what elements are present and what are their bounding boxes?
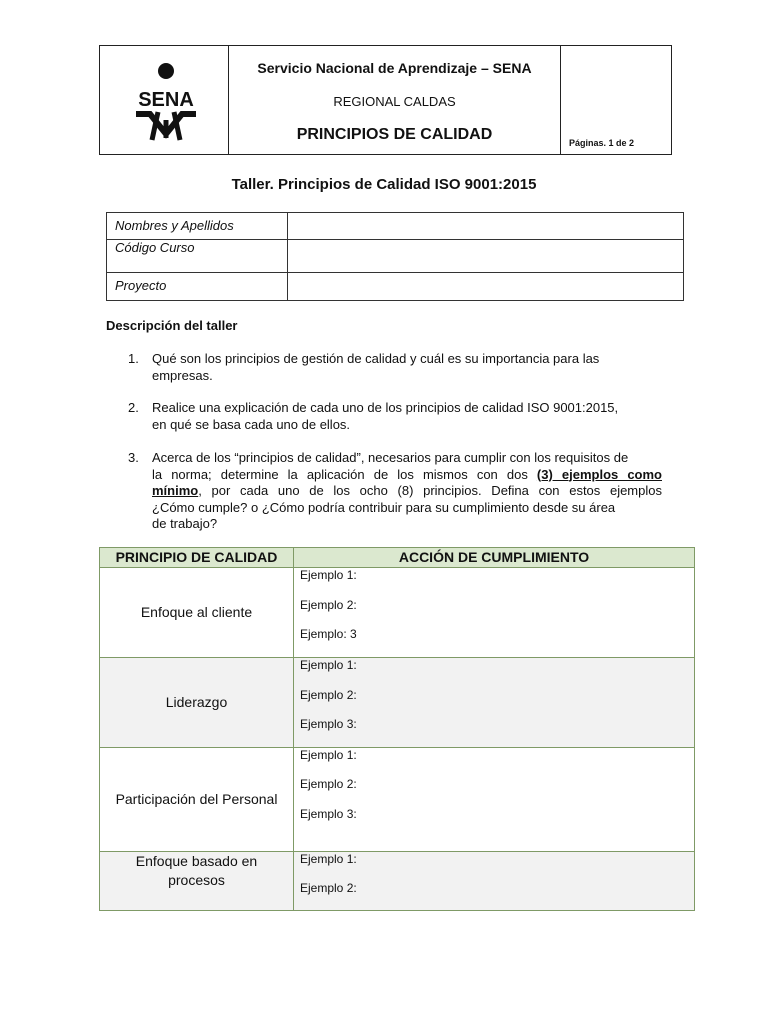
example-field[interactable]: Ejemplo 2: [300,688,357,702]
table-row [100,852,694,910]
info-label: Nombres y Apellidos [115,218,234,233]
item-line: ¿Cómo cumple? o ¿Cómo podría contribuir para su cumplimiento desde su área [152,499,616,515]
info-row-course [107,240,683,273]
emphasis-text: mínimo [152,483,199,498]
example-field[interactable]: Ejemplo 3: [300,807,357,821]
info-label: Código Curso [115,240,195,255]
example-field[interactable]: Ejemplo 2: [300,881,357,895]
header-action: ACCIÓN DE CUMPLIMIENTO [398,549,590,565]
item-line: en qué se basa cada uno de ellos. [152,417,351,432]
example-field[interactable]: Ejemplo 2: [300,598,357,612]
item-number: 2. [128,400,139,415]
item-line [152,483,662,500]
principle-name: Enfoque basado en [135,853,258,869]
page-title: Taller. Principios de Calidad ISO 9001:2015 [231,176,537,193]
item-line: de trabajo? [152,516,218,531]
info-row-name [107,213,683,240]
example-field[interactable]: Ejemplo 1: [300,852,357,866]
example-field[interactable]: Ejemplo 2: [300,777,357,791]
item-text: , por cada uno de los ocho (8) principios. Defina con estos ejemplos [198,483,662,498]
principle-name: Participación del Personal [115,791,278,807]
document-title: PRINCIPIOS DE CALIDAD [296,126,493,143]
header-principle: PRINCIPIO DE CALIDAD [115,549,278,565]
emphasis-text: (3) ejemplos como [536,466,662,482]
item-text: la norma; determine la aplicación de los mismos con dos [152,466,537,482]
item-line [152,467,662,484]
student-info-table [106,212,684,301]
sena-logo [128,62,204,142]
organization-name: Servicio Nacional de Aprendizaje – SENA [257,60,532,76]
example-field[interactable]: Ejemplo: 3 [300,627,357,641]
example-field[interactable]: Ejemplo 3: [300,717,357,731]
info-label: Proyecto [115,278,167,293]
table-header [100,548,694,568]
item-number: 1. [128,351,139,366]
example-field[interactable]: Ejemplo 1: [300,568,357,582]
info-row-project [107,273,683,300]
principle-name: procesos [168,872,225,888]
description-heading: Descripción del taller [106,318,238,333]
principle-name: Liderazgo [165,694,228,710]
logo-cell [100,46,229,154]
example-field[interactable]: Ejemplo 1: [300,748,357,762]
logo-text: SENA [138,89,194,111]
pages-cell [560,46,671,154]
table-row [100,658,694,748]
column-divider [293,548,294,910]
example-field[interactable]: Ejemplo 1: [300,658,357,672]
principles-table [99,547,695,911]
item-line: empresas. [152,368,213,383]
page-count: Páginas. 1 de 2 [569,138,635,148]
principle-name: Enfoque al cliente [140,604,253,620]
table-row [100,748,694,852]
regional-name: REGIONAL CALDAS [333,94,456,109]
document-header [99,45,672,155]
item-line: Realice una explicación de cada uno de los principios de calidad ISO 9001:2015, [152,400,619,415]
item-line: Qué son los principios de gestión de calidad y cuál es su importancia para las [152,351,600,366]
item-number: 3. [128,450,139,465]
table-row [100,568,694,658]
item-line: Acerca de los “principios de calidad”, necesarios para cumplir con los requisitos de [152,450,629,465]
